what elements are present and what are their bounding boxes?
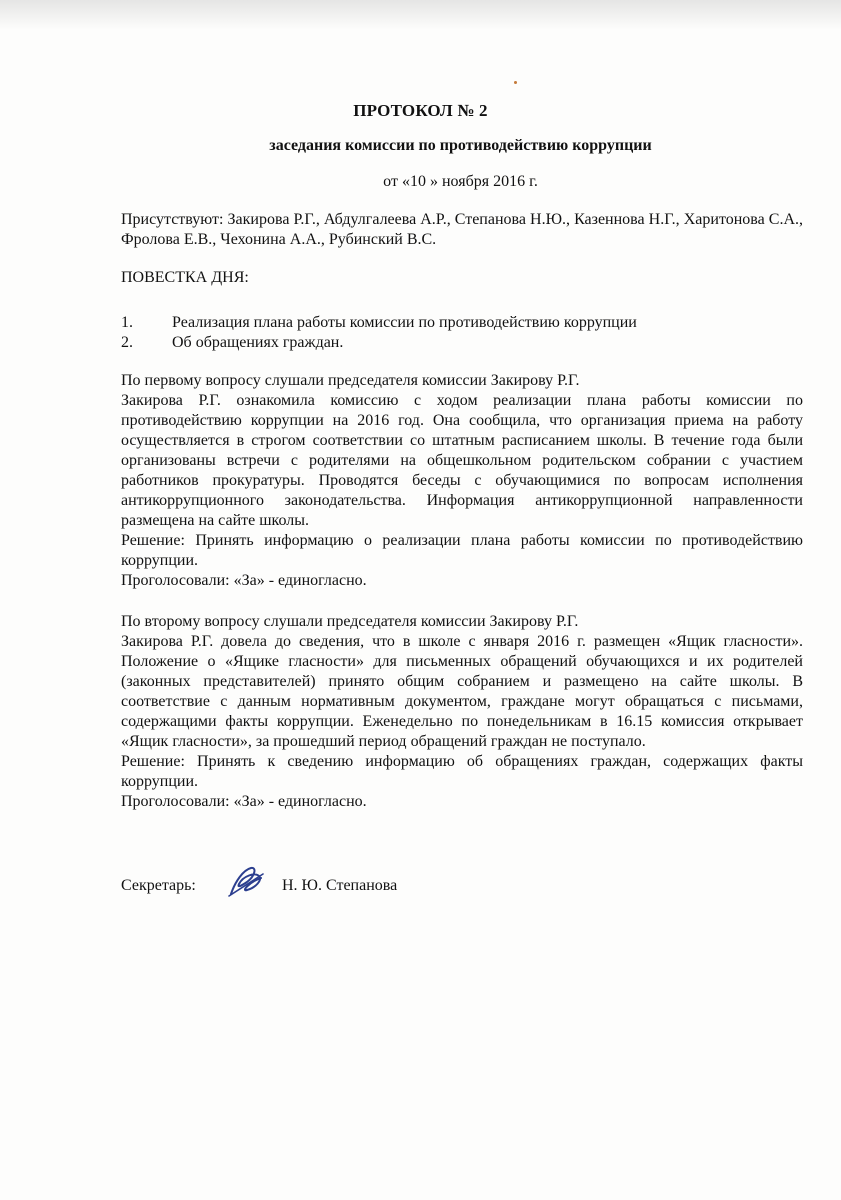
scan-edge-shadow xyxy=(0,0,841,30)
question-1-body: Закирова Р.Г. ознакомила комиссию с ходом реализации плана работы комиссии по противодействию коррупции на 2016 год. Она сообщила, что организация приема на работу осуществляется в строгом соответствии со штатным расписанием школы. В течение года были организованы встречи с родителями на общешкольном родительском собрании с участием работников прокуратуры. Проводятся беседы с обучающимися по вопросам исполнения антикоррупционного законодательства. Информация антикоррупционной направленности размещена на сайте школы. xyxy=(121,392,803,529)
question-2-body: Закирова Р.Г. довела до сведения, что в школе с января 2016 г. размещен «Ящик гласности». Положение о «Ящике гласности» для письменных обращений обучающихся и их родителей (законных представителей) принято общим собранием и размещено на сайте школы. В соответствие с данным нормативным документом, граждане могут обращаться с письмами, содержащими факты коррупции. Еженедельно по понедельникам в 16.15 комиссия открывает «Ящик гласности», за прошедший период обращений граждан не поступало. xyxy=(121,633,803,750)
document-date: от «10 » ноября 2016 г. xyxy=(383,173,538,190)
scan-speck xyxy=(514,81,517,84)
question-2-heard: По второму вопросу слушали председателя комиссии Закирову Р.Г. xyxy=(121,613,579,630)
question-1-vote: Проголосовали: «За» - единогласно. xyxy=(121,572,367,589)
signature-label: Секретарь: xyxy=(121,877,196,894)
agenda-item-number: 2. xyxy=(121,334,133,351)
question-1-heard: По первому вопросу слушали председателя комиссии Закирову Р.Г. xyxy=(121,372,580,389)
agenda-item xyxy=(121,313,803,333)
attendees-paragraph: Присутствуют: Закирова Р.Г., Абдулгалеева А.Р., Степанова Н.Ю., Казеннова Н.Г., Харитонова С.А., Фролова Е.В., Чехонина А.А., Рубинский В.С. xyxy=(121,211,803,248)
question-2-section xyxy=(121,612,803,812)
question-1-section xyxy=(121,371,803,591)
question-2-decision: Решение: Принять к сведению информацию об обращениях граждан, содержащих факты коррупции. xyxy=(121,753,803,790)
agenda-item-text: Реализация плана работы комиссии по противодействию коррупции xyxy=(172,314,637,331)
question-2-vote: Проголосовали: «За» - единогласно. xyxy=(121,793,367,810)
agenda-item xyxy=(121,333,803,353)
question-1-decision: Решение: Принять информацию о реализации плана работы комиссии по противодействию коррупции. xyxy=(121,532,803,569)
agenda-item-text: Об обращениях граждан. xyxy=(172,334,344,351)
agenda-heading: ПОВЕСТКА ДНЯ: xyxy=(121,269,249,286)
document-subtitle: заседания комиссии по противодействию коррупции xyxy=(269,137,652,154)
agenda-item-number: 1. xyxy=(121,314,133,331)
secretary-name: Н. Ю. Степанова xyxy=(282,877,398,894)
handwritten-signature-icon xyxy=(225,864,267,900)
document-title: ПРОТОКОЛ № 2 xyxy=(353,101,488,120)
